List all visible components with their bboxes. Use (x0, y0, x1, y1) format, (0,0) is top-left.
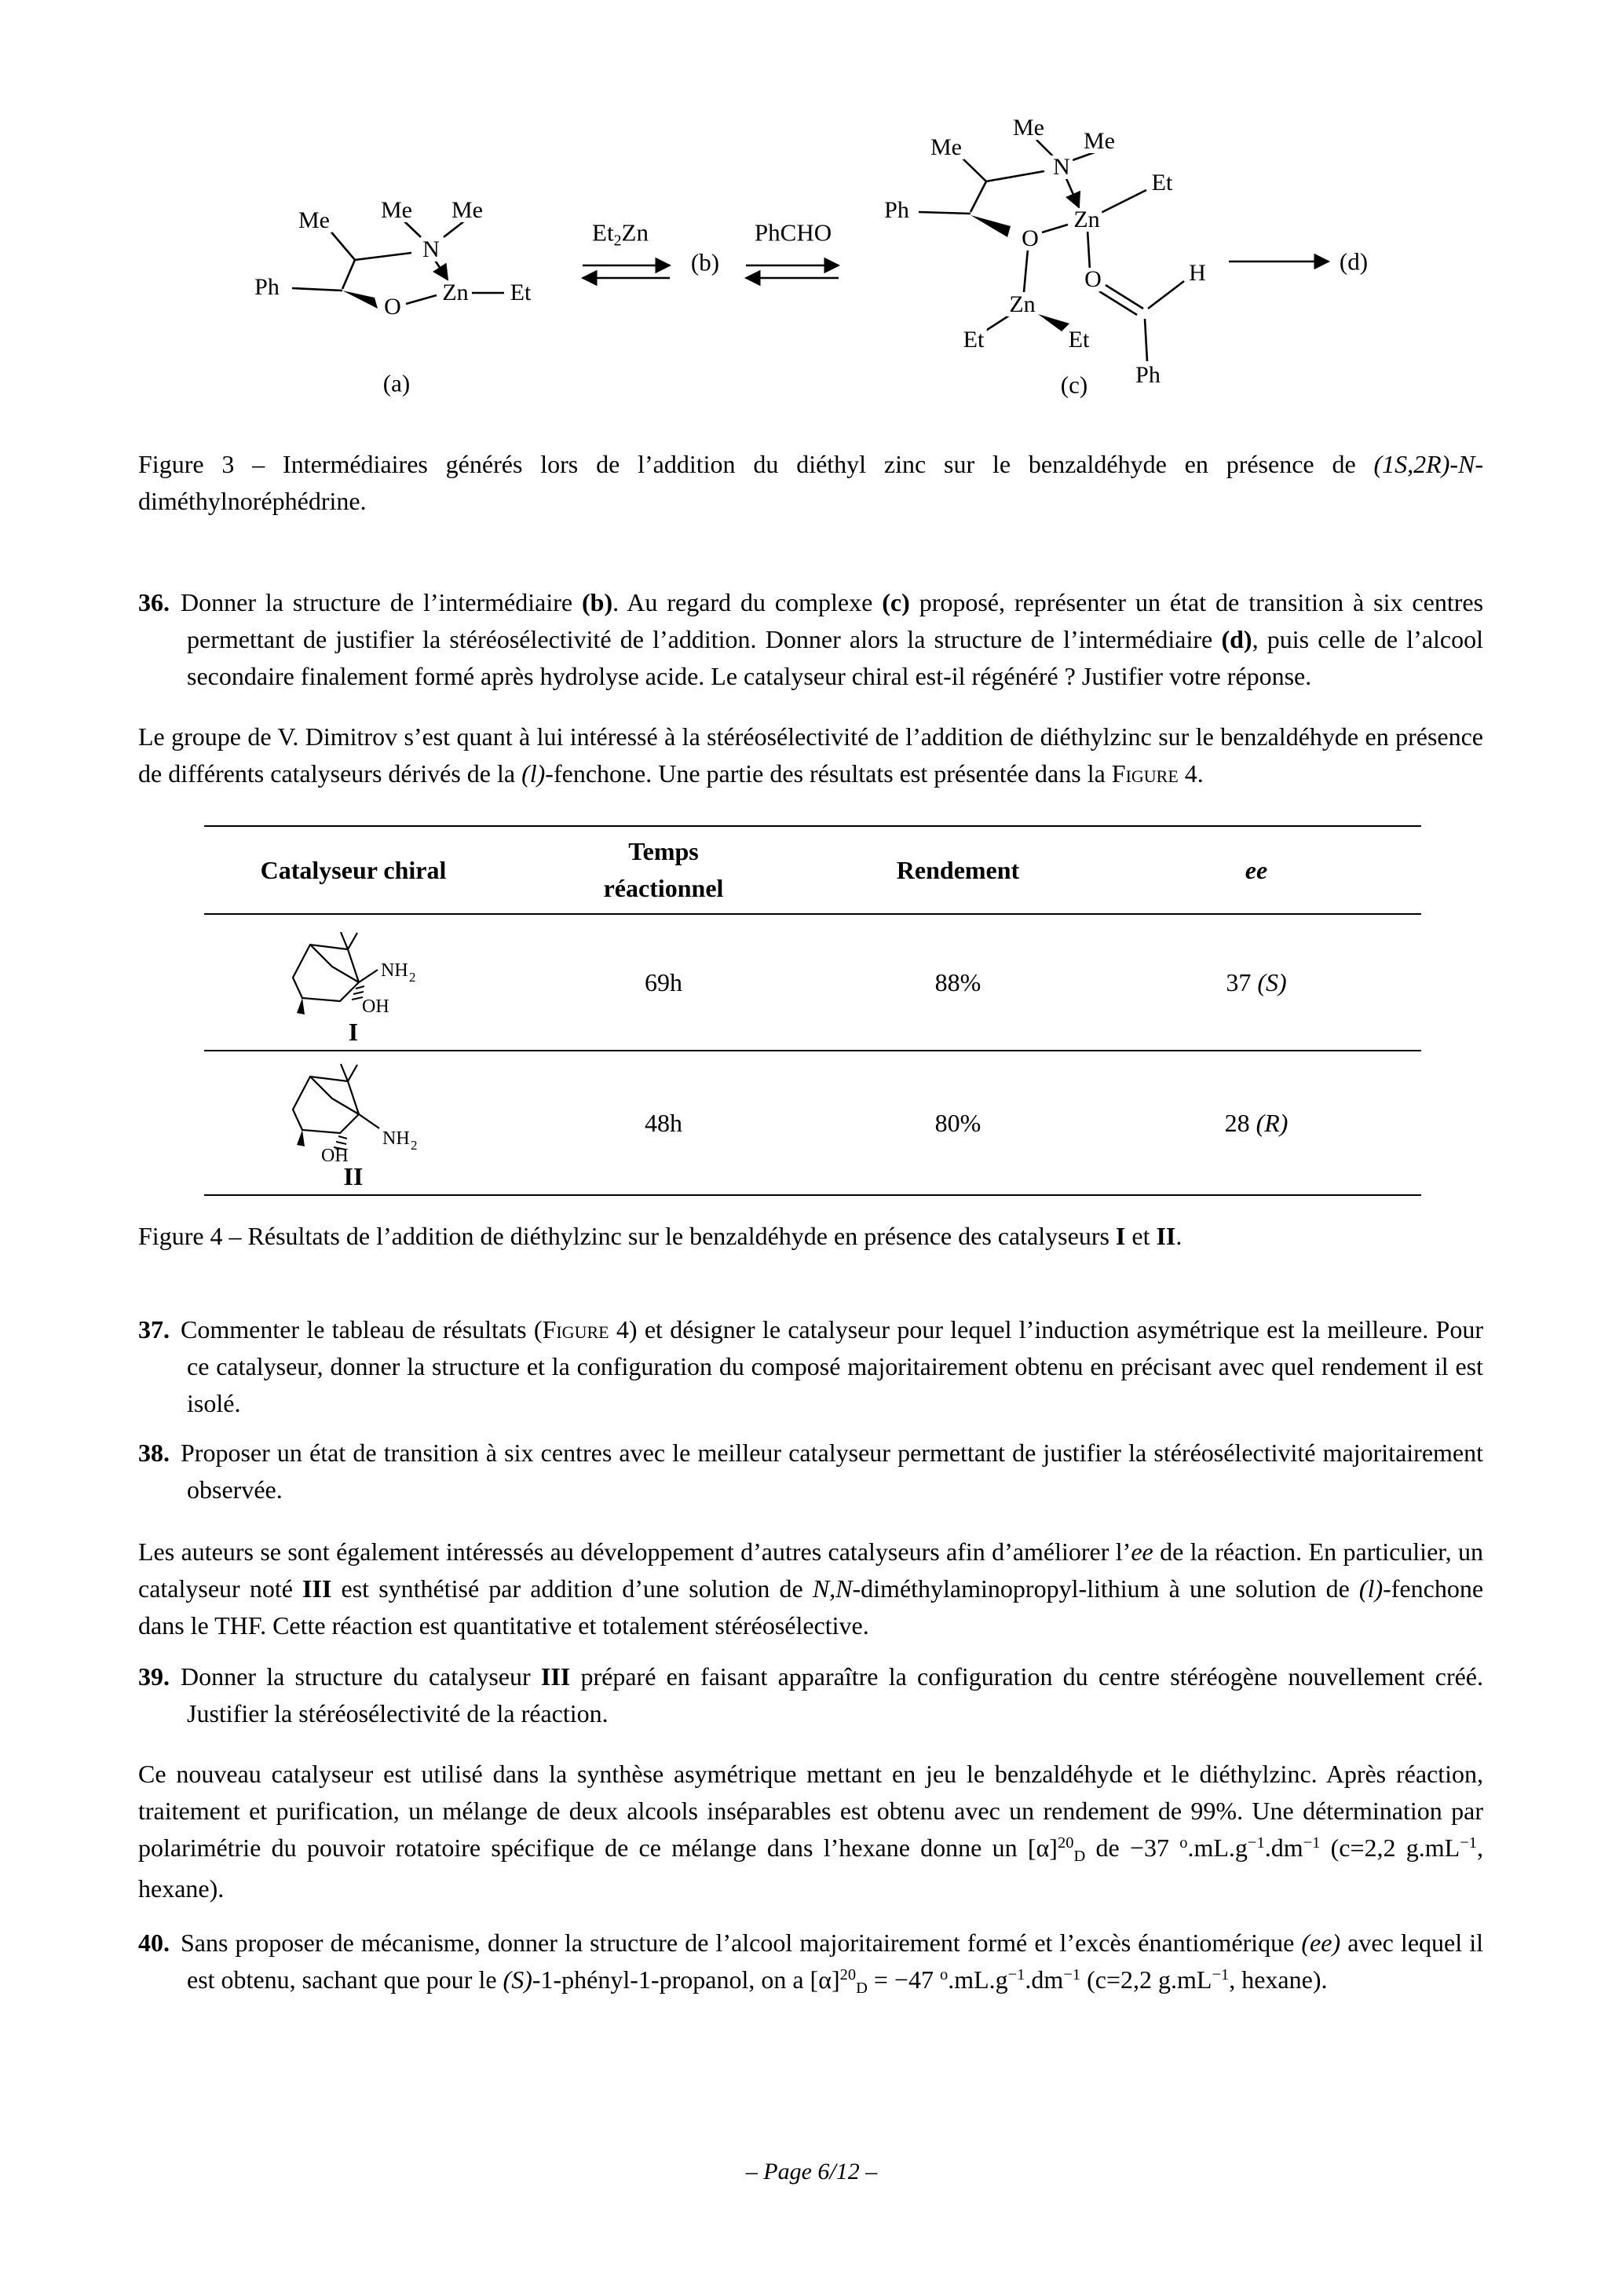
figure4-caption: Figure 4 – Résultats de l’addition de diéthylzinc sur le benzaldéhyde en présence des catalyseurs I et II. (138, 1222, 1183, 1250)
results-table (204, 825, 1421, 1196)
paragraph-nouveau-catalyseur: Ce nouveau catalyseur est utilisé dans la synthèse asymétrique mettant en jeu le benzaldéhyde et le diéthylzinc. Après réaction, traitement et purification, un mélange de deux alcools inséparables est obtenu avec un rendement de 99%. Une détermination par polarimétrie du pouvoir rotatoire spécifique de ce mélange dans l’hexane donne un $[\alpha]^{20}D$ de −37 $^o.mL.g^{-1}.dm^{-1}$ (c=2,2 $g.mL^{-1}$, hexane). (138, 1760, 1484, 1903)
question-38-text: Proposer un état de transition à six centres avec le meilleur catalyseur permettant de justifier la stéréosélectivité majoritairement observée. (181, 1439, 1483, 1504)
nh2-label: NH (382, 1128, 410, 1149)
figure3-scheme (0, 101, 1623, 430)
question-37-text: Commenter le tableau de résultats (Figure 4) et désigner le catalyseur pour lequel l’induction asymétrique est la meilleure. Pour ce catalyseur, donner la structure et la configuration du composé majoritairement obtenu en précisant avec quel rendement il est isolé. (181, 1315, 1483, 1417)
atom-label-h: H (1186, 261, 1208, 285)
atom-label-ph: Ph (1133, 364, 1163, 387)
question-37 (138, 1311, 1483, 1422)
atom-label-me: Me (928, 136, 964, 159)
atom-label-me: Me (1081, 130, 1117, 153)
question-38 (138, 1435, 1483, 1508)
nh2-label: NH (381, 960, 408, 981)
cell-yield: 88% (934, 967, 981, 996)
scheme-label-c: (c) (1060, 371, 1088, 399)
atom-label-ph: Ph (252, 276, 282, 299)
reagent-phcho: PhCHO (754, 218, 832, 247)
cell-time: 48h (645, 1108, 682, 1137)
figure3-bonds (0, 101, 1623, 430)
question-40-number: 40. (138, 1929, 170, 1957)
reagent-et2zn: Et2Zn (592, 218, 649, 250)
atom-label-ph: Ph (882, 199, 912, 222)
catalyst-I-label: I (348, 1018, 359, 1046)
question-39-number: 39. (138, 1662, 170, 1691)
nh2-subscript: 2 (409, 970, 416, 985)
cell-ee: 28 (R) (1224, 1108, 1289, 1137)
question-37-number: 37. (138, 1315, 170, 1344)
atom-label-n: N (420, 238, 442, 261)
question-38-number: 38. (138, 1439, 170, 1467)
scheme-label-b: (b) (690, 248, 720, 276)
atom-label-zn: Zn (1071, 208, 1102, 232)
oh-label: OH (321, 1146, 349, 1164)
scheme-label-a: (a) (382, 369, 411, 397)
atom-label-et: Et (961, 328, 987, 352)
atom-label-o: O (382, 295, 404, 319)
atom-label-et: Et (1150, 171, 1175, 195)
catalyst-II-label: II (343, 1162, 364, 1190)
atom-label-me: Me (378, 199, 415, 222)
question-40 (138, 1925, 1483, 2002)
column-header-time: Temps réactionnel (603, 837, 724, 902)
atom-label-o: O (1082, 268, 1104, 291)
question-40-text: Sans proposer de mécanisme, donner la structure de l’alcool majoritairement formé et l’excès énantiomérique (ee) avec lequel il est obtenu, sachant que pour le (S)-1-phényl-1-propanol, on a $[\alpha]^{20}D = -47$ $^o.mL.g^{-1}.dm^{-1}$ (c=2,2 $g.mL^{-1}$, hexane). (181, 1929, 1484, 1997)
atom-label-et: Et (508, 281, 534, 305)
atom-label-me: Me (449, 199, 485, 222)
cell-ee: 37 (S) (1226, 967, 1287, 996)
column-header-ee: ee (1245, 855, 1268, 884)
cell-time: 69h (645, 967, 682, 996)
atom-label-zn: Zn (440, 281, 470, 305)
atom-label-me: Me (296, 209, 332, 232)
oh-label: OH (362, 996, 389, 1017)
question-36-text: Donner la structure de l’intermédiaire (b). Au regard du complexe (c) proposé, représenter un état de transition à six centres permettant de justifier la stéréosélectivité de l’addition. Donner alors la structure de l’intermédiaire (d), puis celle de l’alcool secondaire finalement formé après hydrolyse acide. Le catalyseur chiral est-il régénéré ? Justifier votre réponse. (181, 588, 1484, 690)
atom-label-et: Et (1066, 328, 1092, 352)
column-header-catalyst: Catalyseur chiral (260, 855, 447, 884)
column-header-yield: Rendement (896, 855, 1020, 884)
catalyst-I-cell (212, 921, 495, 1044)
table-header-row (204, 826, 1421, 914)
question-39-text: Donner la structure du catalyseur III préparé en faisant apparaître la configuration du centre stéréogène nouvellement créé. Justifier la stéréosélectivité de la réaction. (181, 1662, 1484, 1727)
table-row (204, 914, 1421, 1051)
question-36 (138, 584, 1483, 695)
cell-yield: 80% (934, 1108, 981, 1137)
figure3-caption: Figure 3 – Intermédiaires générés lors de l’addition du diéthyl zinc sur le benzaldéhyde en présence de (1S,2R)-N-diméthylnoréphédrine. (138, 450, 1483, 515)
catalyst-II-structure (271, 1058, 436, 1164)
question-36-number: 36. (138, 588, 170, 616)
atom-label-zn: Zn (1007, 293, 1037, 316)
atom-label-o: O (1019, 227, 1041, 250)
catalyst-I-structure (271, 921, 436, 1020)
table-row (204, 1051, 1421, 1195)
catalyst-II-cell (212, 1058, 495, 1188)
atom-label-me: Me (1011, 116, 1047, 140)
scheme-label-d: (d) (1339, 247, 1369, 276)
atom-label-n: N (1051, 155, 1073, 179)
paragraph-auteurs: Les auteurs se sont également intéressés au développement d’autres catalyseurs afin d’améliorer l’ee de la réaction. En particulier, un catalyseur noté III est synthétisé par addition d’une solution de N,N-diméthylaminopropyl-lithium à une solution de (l)-fenchone dans le THF. Cette réaction est quantitative et totalement stéréosélective. (138, 1537, 1484, 1640)
paragraph-dimitrov: Le groupe de V. Dimitrov s’est quant à lui intéressé à la stéréosélectivité de l’addition de diéthylzinc sur le benzaldéhyde en présence de différents catalyseurs dérivés de la (l)-fenchone. Une partie des résultats est présentée dans la Figure 4. (138, 722, 1483, 788)
page-number-footer: – Page 6/12 – (745, 2159, 878, 2184)
nh2-subscript: 2 (411, 1138, 418, 1153)
question-39 (138, 1658, 1483, 1732)
